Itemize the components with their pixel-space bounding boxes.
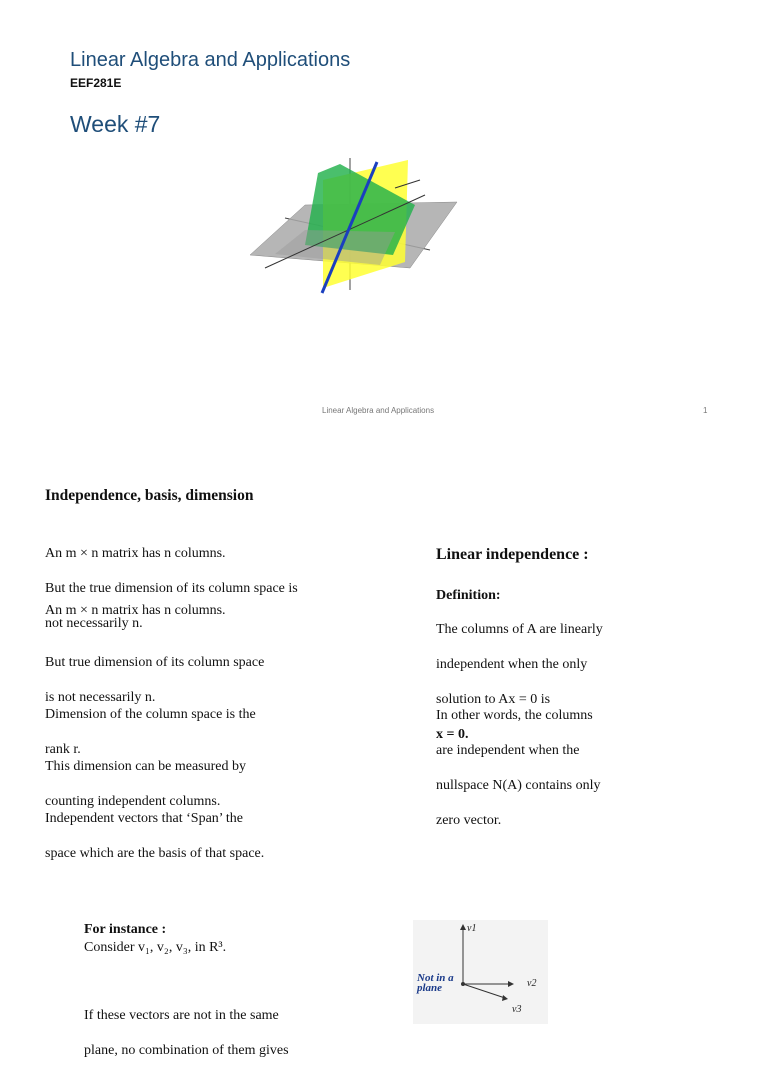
slide-footer: Linear Algebra and Applications xyxy=(322,406,435,415)
v2-label: v2 xyxy=(527,978,537,989)
not-same-plane-text: If these vectors are not in the same plane, no combination of them gives xyxy=(84,1008,289,1059)
paragraph-measured: This dimension can be measured by counting independent columns. xyxy=(45,759,247,810)
paragraph-rank: Dimension of the column space is the rank r. xyxy=(45,707,256,758)
v1-label: v1 xyxy=(467,923,477,934)
consider-text: Consider v₁, v₂, v₃, in R³. xyxy=(84,940,227,955)
for-instance-label: For instance : xyxy=(84,922,167,937)
intro-paragraph: An m × n matrix has n columns. But the true dimension of its column space is not necessarily n. xyxy=(45,546,298,632)
paragraph-basis: Independent vectors that ‘Span’ the space which are the basis of that space. xyxy=(45,811,265,862)
section-heading: Independence, basis, dimension xyxy=(45,487,254,504)
definition-text: The columns of A are linearly independent when the only solution to Ax = 0 is x = 0. xyxy=(436,622,603,742)
course-code: EEF281E xyxy=(70,76,122,90)
page-number: 1 xyxy=(703,406,708,415)
planes-illustration xyxy=(245,150,465,300)
definition-label: Definition: xyxy=(436,588,501,603)
vectors-figure xyxy=(413,920,548,1024)
slide-title: Linear Algebra and Applications xyxy=(70,49,351,71)
other-words-text: In other words, the columns are independent when the nullspace N(A) contains only zero vector. xyxy=(436,708,601,828)
not-in-plane-label: Not in a plane xyxy=(417,972,454,994)
paragraph-columns: An m × n matrix has n columns. xyxy=(45,603,226,618)
week-label: Week #7 xyxy=(70,111,161,137)
v3-label: v3 xyxy=(512,1004,522,1015)
paragraph-true-dimension: But true dimension of its column space is not necessarily n. xyxy=(45,655,265,706)
linear-independence-heading: Linear independence : xyxy=(436,546,589,563)
